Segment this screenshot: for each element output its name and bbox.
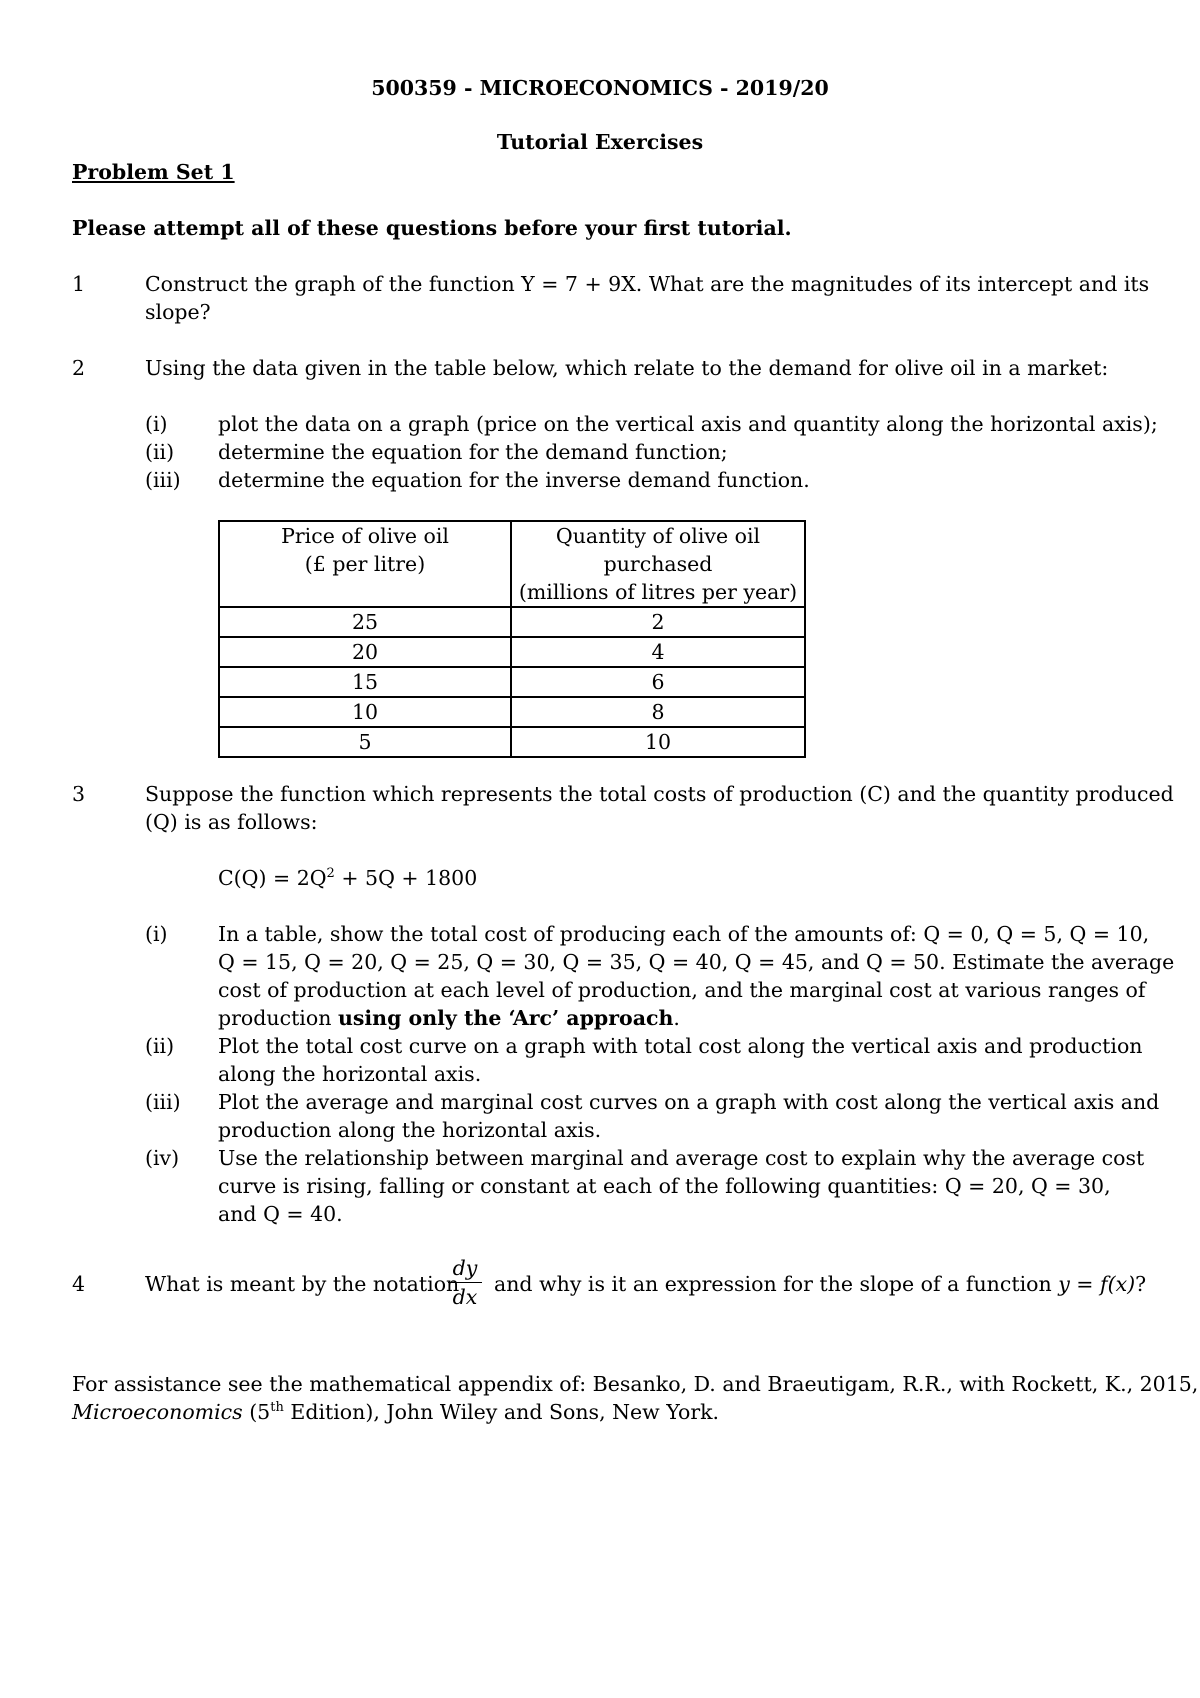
reference-line2: Microeconomics (5th Edition), John Wiley and Sons, New York. bbox=[72, 1400, 720, 1424]
q3-part-line: In a table, show the total cost of producing each of the amounts of: Q = 0, Q = 5, Q = 10, bbox=[218, 922, 1150, 946]
table-row bbox=[219, 667, 805, 697]
q3-part-line: Plot the average and marginal cost curves on a graph with cost along the vertical axis and bbox=[218, 1090, 1160, 1114]
q3-number: 3 bbox=[72, 782, 86, 806]
q3-part-label: (i) bbox=[145, 922, 168, 946]
function-notation: y = f(x) bbox=[1058, 1272, 1136, 1296]
reference-line1: For assistance see the mathematical appendix of: Besanko, D. and Braeutigam, R.R., with Rockett, K., 2015, bbox=[72, 1372, 1199, 1396]
q2-number: 2 bbox=[72, 356, 86, 380]
formula-exponent: 2 bbox=[326, 866, 335, 882]
q4-number: 4 bbox=[72, 1272, 86, 1296]
q2-part-text: plot the data on a graph (price on the vertical axis and quantity along the horizontal axis); bbox=[218, 412, 1158, 436]
price-cell: 5 bbox=[219, 727, 511, 757]
arc-approach-emphasis: using only the ‘Arc’ approach bbox=[337, 1006, 674, 1030]
q4-text-before: What is meant by the notation bbox=[145, 1272, 460, 1296]
q3-part-line: production using only the ‘Arc’ approach. bbox=[218, 1006, 680, 1030]
q3-part-line: and Q = 40. bbox=[218, 1202, 343, 1226]
edition-suffix: th bbox=[270, 1400, 284, 1416]
dy-dx-fraction bbox=[448, 1255, 482, 1310]
q3-part-label: (ii) bbox=[145, 1034, 175, 1058]
q2-part-text: determine the equation for the demand function; bbox=[218, 440, 728, 464]
q2-part-label: (ii) bbox=[145, 440, 175, 464]
quantity-cell: 2 bbox=[511, 607, 805, 637]
table-header-row bbox=[219, 521, 805, 607]
cost-formula: $C(Q) = 2Q^2 + 5Q + 1800$ bbox=[218, 866, 478, 890]
table-row bbox=[219, 607, 805, 637]
q3-line2: (Q) is as follows: bbox=[145, 810, 318, 834]
price-cell: 10 bbox=[219, 697, 511, 727]
q2-part-text: determine the equation for the inverse demand function. bbox=[218, 468, 810, 492]
q1-line1: Construct the graph of the function Y = 7 + 9X. What are the magnitudes of its intercept and its bbox=[145, 272, 1150, 296]
fraction-numerator: dy bbox=[452, 1256, 478, 1280]
book-title: Microeconomics bbox=[72, 1400, 243, 1424]
price-cell: 20 bbox=[219, 637, 511, 667]
q1-number: 1 bbox=[72, 272, 86, 296]
q1-line2: slope? bbox=[145, 300, 211, 324]
q4-text-after: and why is it an expression for the slope of a function y = f(x)? bbox=[494, 1272, 1147, 1296]
course-title: 500359 - MICROECONOMICS - 2019/20 bbox=[371, 76, 829, 100]
fraction-bar bbox=[448, 1282, 482, 1283]
problem-set-heading: Problem Set 1 bbox=[72, 160, 235, 184]
quantity-cell: 10 bbox=[511, 727, 805, 757]
q3-part-line: cost of production at each level of production, and the marginal cost at various ranges of bbox=[218, 978, 1146, 1002]
quantity-header: Quantity of olive oil purchased (millions of litres per year) bbox=[511, 521, 805, 607]
table-row bbox=[219, 697, 805, 727]
olive-oil-table bbox=[218, 520, 806, 758]
q3-part-label: (iv) bbox=[145, 1146, 180, 1170]
table-row bbox=[219, 727, 805, 757]
quantity-cell: 6 bbox=[511, 667, 805, 697]
q3-part-line: Plot the total cost curve on a graph with total cost along the vertical axis and production bbox=[218, 1034, 1143, 1058]
q2-text: Using the data given in the table below, which relate to the demand for olive oil in a market: bbox=[145, 356, 1109, 380]
price-cell: 15 bbox=[219, 667, 511, 697]
q3-part-line: Q = 15, Q = 20, Q = 25, Q = 30, Q = 35, Q = 40, Q = 45, and Q = 50. Estimate the average bbox=[218, 950, 1175, 974]
q2-part-label: (i) bbox=[145, 412, 168, 436]
price-cell: 25 bbox=[219, 607, 511, 637]
subtitle: Tutorial Exercises bbox=[496, 130, 704, 154]
q3-part-line: curve is rising, falling or constant at each of the following quantities: Q = 20, Q = 30, bbox=[218, 1174, 1111, 1198]
q2-part-label: (iii) bbox=[145, 468, 181, 492]
q3-line1: Suppose the function which represents the total costs of production (C) and the quantity produced bbox=[145, 782, 1174, 806]
instruction: Please attempt all of these questions before your first tutorial. bbox=[72, 216, 792, 240]
q3-part-line: Use the relationship between marginal and average cost to explain why the average cost bbox=[218, 1146, 1145, 1170]
q3-part-line: along the horizontal axis. bbox=[218, 1062, 482, 1086]
q3-part-label: (iii) bbox=[145, 1090, 181, 1114]
fraction-denominator: dx bbox=[452, 1285, 478, 1309]
q3-part-line: production along the horizontal axis. bbox=[218, 1118, 602, 1142]
quantity-cell: 8 bbox=[511, 697, 805, 727]
quantity-cell: 4 bbox=[511, 637, 805, 667]
price-header: Price of olive oil (£ per litre) bbox=[219, 521, 511, 607]
table-row bbox=[219, 637, 805, 667]
